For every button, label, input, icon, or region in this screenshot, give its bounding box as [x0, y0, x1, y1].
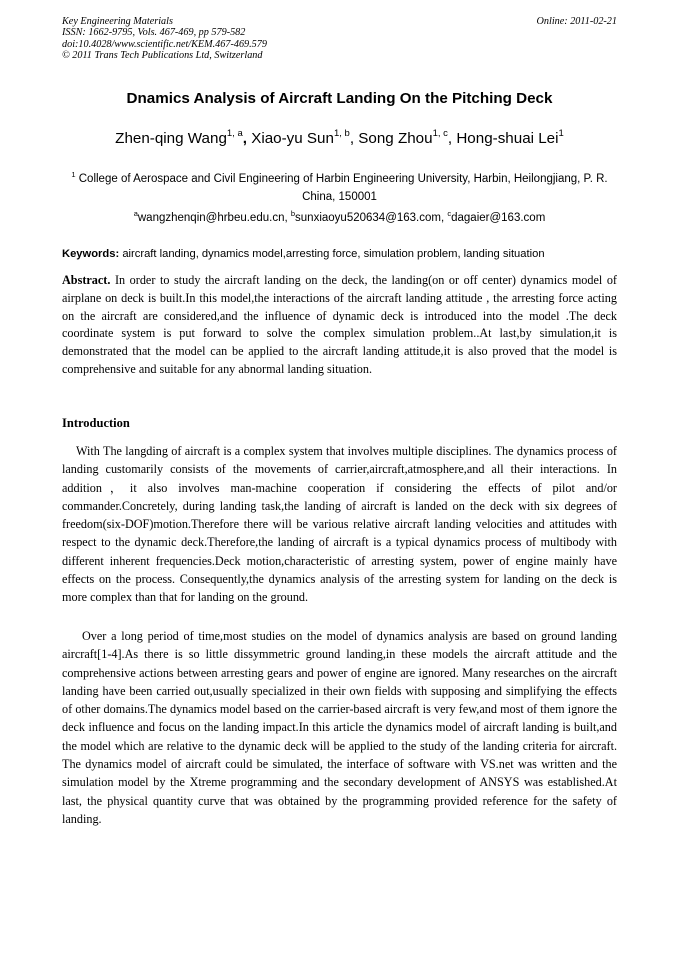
- paragraph-text: With The langding of aircraft is a complex system that involves multiple disciplines. The dynamics process of landing customarily consists of the movements of carrier,aircraft,atmosphere,and all their interactions. In addition，it also involves man-machine cooperation if considering the effects of pilot and/or commander.Concretely, during landing task,the landing of aircraft is landed on the deck with six degrees of freedom(six-DOF)motion.Therefore there will be various relative aircraft landing velocities and attitudes with respect to the dynamic deck.Therefore,the landing of aircraft is a typical dynamics process of multibody with different inherent frequencies.Deck motion,characteristic of arresting system, power of engine mainly have effects on the process. Consequently,the dynamics analysis of the arresting system for landing on the deck is more complex than that for landing on the ground.: [62, 444, 617, 605]
- author-affiliation-mark: 1: [558, 128, 564, 139]
- author-separator: ,: [349, 130, 359, 147]
- introduction-heading: Introduction: [62, 416, 130, 430]
- affiliation: [62, 166, 617, 206]
- abstract-text: In order to study the aircraft landing on the deck, the landing(on or off center) dynamics model of airplane on deck is built.In this model,the interactions of the aircraft landing attitude , the arresting force acting on the aircraft are considered,and the influence of dynamic deck is introduced into the model .The deck coordinate system is put forward to solve the complex simulation problem..At last,by simulation,it is demonstrated that the model can be applied to the aircraft landing attitude,it is also proved that the model is comprehensive and suitable for any abnormal landing situation.: [62, 273, 617, 376]
- email-separator: ,: [440, 212, 448, 224]
- keywords: [62, 248, 622, 260]
- abstract-label: Abstract.: [62, 273, 111, 287]
- abstract: [62, 272, 617, 379]
- keywords-label: Keywords:: [62, 248, 120, 260]
- journal-name: Key Engineering Materials: [62, 16, 173, 27]
- author-affiliation-mark: 1, a: [226, 128, 243, 139]
- author-emails: [62, 209, 617, 224]
- copyright-line: © 2011 Trans Tech Publications Ltd, Switzerland: [62, 50, 263, 62]
- paragraph-text: Over a long period of time,most studies on the model of dynamics analysis are based on ground landing aircraft[1-4].As there is so little dissymmetric ground landing,in these models the aircraft attitude and the comprehensive actions between arresting gears and power of engine are ignored. Many researches on the aircraft landing have been carried out,usually specialized in their own fields with supposing and simplifying the effects of other domains.The dynamics model based on the carrier-based aircraft is very few,and most of them ignore the deck influence and focus on the landing impact.In this article the dynamics model of aircraft landing is built,and the model which are relative to the dynamic deck will be applied to the study of the landing criteria for aircraft. The dynamics model of aircraft could be simulated, the interface of software with VS.net was written and the simulation model by the Xtreme programming and the secondary development of ANSYS was established.At last, the physical quantity curve that was obtained by the programming provided reference for the safety of landing.: [62, 629, 617, 826]
- email-mark: c: [447, 209, 452, 218]
- email-separator: ,: [284, 212, 291, 224]
- email-mark: a: [133, 209, 138, 218]
- paper-title: Dnamics Analysis of Aircraft Landing On the Pitching Deck: [126, 90, 553, 107]
- author-affiliation-mark: 1, b: [333, 128, 350, 139]
- journal-header: [62, 16, 617, 62]
- author-affiliation-mark: 1, c: [432, 128, 448, 139]
- author-name: Xiao-yu Sun: [251, 130, 334, 147]
- author-list: [62, 128, 617, 147]
- affiliation-text: College of Aerospace and Civil Engineering of Harbin Engineering University, Harbin, Heilongjiang, P. R. China, 150001: [78, 173, 608, 203]
- issn-line: ISSN: 1662-9795, Vols. 467-469, pp 579-582: [62, 27, 246, 39]
- doi-line: doi:10.4028/www.scientific.net/KEM.467-469.579: [62, 38, 267, 50]
- email-address[interactable]: wangzhenqin@hrbeu.edu.cn: [137, 212, 285, 224]
- affiliation-mark: 1: [71, 170, 76, 179]
- online-date: Online: 2011-02-21: [536, 16, 617, 27]
- author-separator: ,: [447, 130, 457, 147]
- email-address[interactable]: dagaier@163.com: [451, 212, 546, 224]
- author-name: Song Zhou: [358, 130, 433, 147]
- introduction-paragraph: [62, 627, 617, 828]
- author-name: Zhen-qing Wang: [115, 130, 227, 147]
- author-name: Hong-shuai Lei: [456, 130, 559, 147]
- email-mark: b: [290, 209, 296, 218]
- author-separator: ,: [242, 130, 252, 147]
- email-address[interactable]: sunxiaoyu520634@163.com: [295, 212, 441, 224]
- introduction-paragraph: [62, 442, 617, 607]
- keywords-text: aircraft landing, dynamics model,arresting force, simulation problem, landing situation: [122, 248, 545, 260]
